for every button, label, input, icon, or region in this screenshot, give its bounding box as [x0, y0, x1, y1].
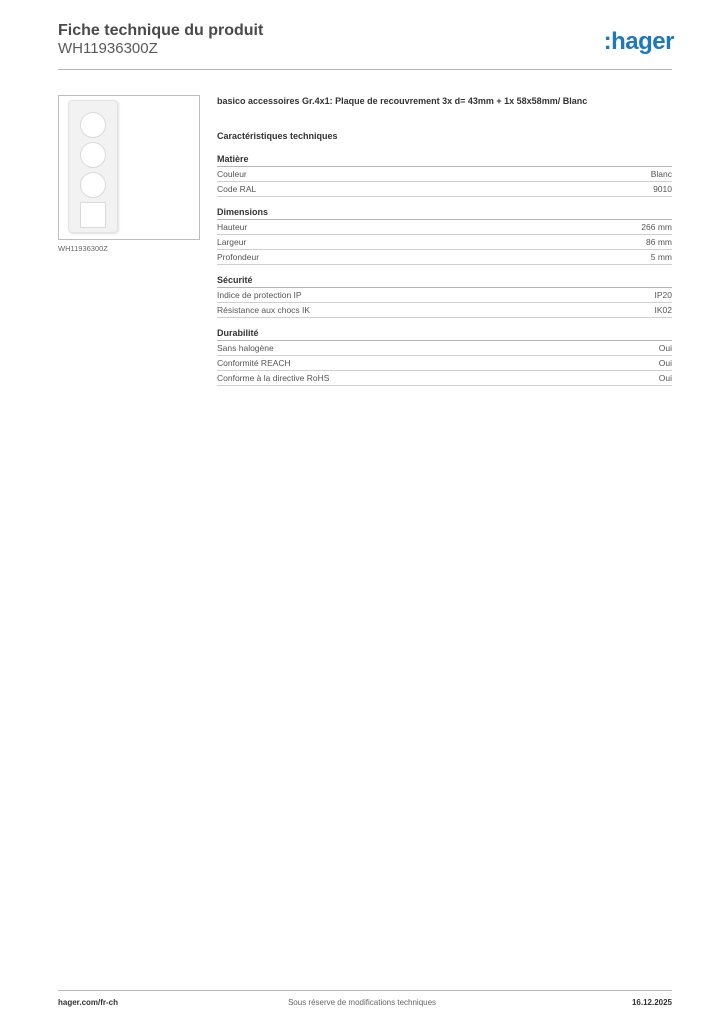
spec-label: Largeur — [217, 237, 247, 247]
round-opening — [80, 112, 106, 138]
spec-row — [217, 356, 672, 371]
spec-row — [217, 371, 672, 386]
spec-value: 86 mm — [646, 237, 672, 247]
spec-section — [217, 205, 672, 265]
spec-row — [217, 250, 672, 265]
footer-url: hager.com/fr-ch — [58, 998, 119, 1007]
spec-row — [217, 220, 672, 235]
footer-date: 16.12.2025 — [631, 998, 672, 1007]
product-code: WH11936300Z — [58, 40, 158, 57]
specs-heading: Caractéristiques techniques — [217, 131, 338, 141]
spec-section — [217, 326, 672, 386]
spec-value: Oui — [658, 343, 672, 353]
spec-row — [217, 288, 672, 303]
spec-row — [217, 182, 672, 197]
spec-section-title: Sécurité — [217, 273, 672, 288]
spec-section-title: Durabilité — [217, 326, 672, 341]
hager-logo: :hager — [603, 28, 674, 55]
spec-label: Profondeur — [217, 252, 260, 262]
spec-section — [217, 152, 672, 197]
cover-plate-illustration — [68, 100, 118, 233]
page-title: Fiche technique du produit — [58, 22, 264, 39]
product-description: basico accessoires Gr.4x1: Plaque de recouvrement 3x d= 43mm + 1x 58x58mm/ Blanc — [217, 96, 588, 106]
spec-label: Résistance aux chocs IK — [217, 305, 311, 315]
spec-section — [217, 273, 672, 318]
specs-sections — [217, 152, 672, 394]
spec-row — [217, 235, 672, 250]
image-caption: WH11936300Z — [58, 244, 108, 253]
spec-value: 266 mm — [641, 222, 672, 232]
footer-divider — [58, 990, 672, 991]
spec-label: Couleur — [217, 169, 247, 179]
header-divider — [58, 69, 672, 70]
spec-value: Oui — [658, 373, 672, 383]
spec-value: 9010 — [653, 184, 672, 194]
spec-label: Hauteur — [217, 222, 248, 232]
spec-label: Code RAL — [217, 184, 257, 194]
spec-row — [217, 303, 672, 318]
spec-label: Conforme à la directive RoHS — [217, 373, 330, 383]
spec-value: Oui — [658, 358, 672, 368]
spec-value: Blanc — [650, 169, 672, 179]
product-image — [58, 95, 200, 240]
spec-label: Conformité REACH — [217, 358, 291, 368]
footer-note: Sous réserve de modifications techniques — [287, 998, 437, 1007]
spec-row — [217, 167, 672, 182]
spec-value: IP20 — [654, 290, 672, 300]
spec-section-title: Dimensions — [217, 205, 672, 220]
spec-value: 5 mm — [650, 252, 672, 262]
round-opening — [80, 172, 106, 198]
square-opening — [80, 202, 106, 228]
spec-row — [217, 341, 672, 356]
spec-label: Sans halogène — [217, 343, 274, 353]
round-opening — [80, 142, 106, 168]
spec-label: Indice de protection IP — [217, 290, 302, 300]
spec-section-title: Matière — [217, 152, 672, 167]
spec-value: IK02 — [654, 305, 672, 315]
